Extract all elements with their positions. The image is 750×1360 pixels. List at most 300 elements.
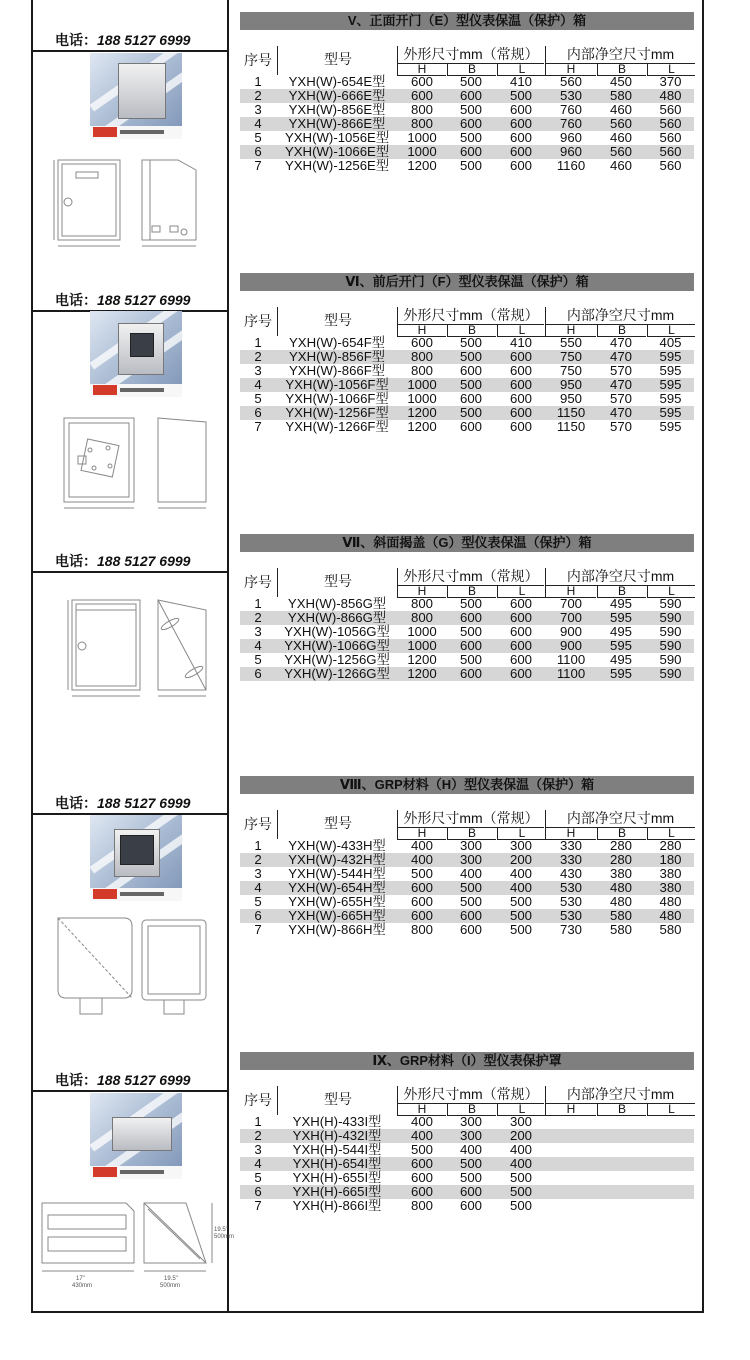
row-outer-b: 500 [459, 652, 482, 667]
header-inner-b: B [597, 63, 646, 76]
row-model: YXH(W)-654F型 [289, 335, 385, 350]
row-inner-l: 590 [659, 638, 682, 653]
brand-plate [90, 1166, 182, 1179]
row-model: YXH(H)-654I型 [292, 1156, 382, 1171]
header-no: 序号 [244, 1092, 272, 1108]
row-inner-l: 580 [659, 922, 682, 937]
table-row [240, 350, 694, 364]
row-outer-h: 800 [410, 349, 433, 364]
row-outer-h: 600 [410, 1156, 433, 1171]
phone-number: 188 5127 6999 [97, 1072, 191, 1088]
row-inner-b: 460 [609, 130, 632, 145]
header-outer-h: H [397, 63, 446, 76]
row-outer-b: 600 [459, 1198, 482, 1213]
row-outer-h: 1200 [407, 666, 437, 681]
row-no: 6 [254, 405, 262, 420]
row-inner-h: 530 [559, 908, 582, 923]
row-inner-h [547, 1129, 595, 1143]
row-model: YXH(W)-654H型 [288, 880, 386, 895]
row-model: YXH(W)-1256E型 [284, 158, 390, 173]
row-outer-l: 600 [509, 158, 532, 173]
header-inner-size: 内部净空尺寸mm [545, 810, 695, 828]
row-outer-h: 400 [410, 838, 433, 853]
row-outer-b: 500 [459, 405, 482, 420]
row-outer-b: 600 [459, 88, 482, 103]
row-outer-l: 500 [509, 1184, 532, 1199]
row-inner-l: 405 [659, 335, 682, 350]
row-inner-b: 580 [609, 88, 632, 103]
table-row [240, 1129, 694, 1143]
drawing-label: 430mm [72, 1283, 93, 1289]
row-inner-b: 380 [609, 866, 632, 881]
row-inner-l: 590 [659, 652, 682, 667]
row-model: YXH(W)-665H型 [288, 908, 386, 923]
row-inner-b: 480 [609, 880, 632, 895]
row-model: YXH(W)-866H型 [288, 922, 386, 937]
header-inner-h: H [545, 827, 596, 840]
row-inner-l: 280 [659, 838, 682, 853]
row-outer-h: 800 [410, 596, 433, 611]
row-inner-l: 560 [659, 130, 682, 145]
table-header-row [240, 568, 694, 590]
row-model: YXH(W)-1066G型 [284, 638, 390, 653]
row-inner-b: 595 [609, 610, 632, 625]
row-outer-b: 300 [459, 852, 482, 867]
row-outer-l: 600 [509, 596, 532, 611]
spec-table [240, 568, 694, 681]
header-inner-b: B [597, 827, 646, 840]
table-row [240, 597, 694, 611]
row-model: YXH(W)-856F型 [289, 349, 385, 364]
row-outer-l: 600 [509, 349, 532, 364]
row-inner-h: 900 [559, 624, 582, 639]
phone-label: 电话： [55, 553, 97, 569]
cabinet-window-icon [130, 333, 154, 357]
header-inner-b: B [597, 585, 646, 598]
row-no: 3 [254, 102, 262, 117]
row-outer-h: 800 [410, 1198, 433, 1213]
row-model: YXH(W)-1266G型 [284, 666, 390, 681]
row-no: 2 [254, 610, 262, 625]
row-inner-h: 700 [559, 610, 582, 625]
section-title: Ⅵ、前后开门（F）型仪表保温（保护）箱 [240, 273, 694, 291]
row-outer-b: 500 [459, 158, 482, 173]
row-model: YXH(H)-665I型 [292, 1184, 382, 1199]
row-inner-b [597, 1143, 645, 1157]
header-outer-b: B [447, 827, 496, 840]
row-outer-l: 500 [509, 88, 532, 103]
row-inner-b [597, 1171, 645, 1185]
row-inner-b: 470 [609, 349, 632, 364]
row-inner-h: 530 [559, 894, 582, 909]
row-model: YXH(W)-1056E型 [284, 130, 390, 145]
row-outer-l: 300 [509, 1114, 532, 1129]
row-inner-b [597, 1129, 645, 1143]
row-outer-h: 600 [410, 1170, 433, 1185]
row-inner-l: 595 [659, 377, 682, 392]
row-inner-h [547, 1171, 595, 1185]
row-outer-h: 600 [410, 74, 433, 89]
row-model: YXH(W)-433H型 [288, 838, 386, 853]
row-inner-b: 580 [609, 908, 632, 923]
row-inner-b [597, 1115, 645, 1129]
row-inner-h [547, 1185, 595, 1199]
table-row [240, 867, 694, 881]
header-model: 型号 [277, 307, 398, 336]
row-no: 5 [254, 391, 262, 406]
row-outer-b: 400 [459, 866, 482, 881]
row-no: 4 [254, 638, 262, 653]
row-outer-l: 600 [509, 666, 532, 681]
row-inner-h: 760 [559, 116, 582, 131]
row-inner-h: 700 [559, 596, 582, 611]
row-no: 2 [254, 349, 262, 364]
table-body [240, 597, 694, 681]
row-inner-b: 280 [609, 838, 632, 853]
row-outer-b: 600 [459, 908, 482, 923]
row-outer-h: 1000 [407, 144, 437, 159]
row-inner-h [547, 1115, 595, 1129]
row-outer-b: 500 [459, 894, 482, 909]
row-outer-b: 500 [459, 74, 482, 89]
table-header-row [240, 810, 694, 832]
row-inner-h: 900 [559, 638, 582, 653]
row-outer-b: 600 [459, 1184, 482, 1199]
spec-table [240, 46, 694, 173]
table-row [240, 667, 694, 681]
phone-line [33, 32, 227, 52]
row-inner-h: 960 [559, 144, 582, 159]
header-model: 型号 [277, 46, 398, 75]
brand-plate [90, 384, 182, 397]
row-outer-b: 500 [459, 349, 482, 364]
section-title: Ⅷ、GRP材料（H）型仪表保温（保护）箱 [240, 776, 694, 794]
row-inner-l: 480 [659, 894, 682, 909]
row-outer-b: 600 [459, 144, 482, 159]
row-no: 6 [254, 666, 262, 681]
table-body [240, 839, 694, 937]
row-outer-l: 600 [509, 130, 532, 145]
table-row [240, 1185, 694, 1199]
row-outer-b: 600 [459, 666, 482, 681]
row-inner-h: 1160 [556, 158, 586, 173]
header-outer-l: L [497, 585, 546, 598]
row-outer-l: 600 [509, 405, 532, 420]
row-outer-h: 1200 [407, 405, 437, 420]
spec-table [240, 307, 694, 434]
row-no: 4 [254, 377, 262, 392]
row-inner-h: 1100 [556, 666, 586, 681]
row-inner-b: 280 [609, 852, 632, 867]
table-row [240, 1171, 694, 1185]
section-title: V、正面开门（E）型仪表保温（保护）箱 [240, 12, 694, 30]
row-inner-l [647, 1199, 694, 1213]
table-row [240, 625, 694, 639]
phone-number: 188 5127 6999 [97, 292, 191, 308]
row-model: YXH(H)-866I型 [292, 1198, 382, 1213]
phone-label: 电话： [55, 32, 97, 48]
row-outer-b: 300 [459, 1128, 482, 1143]
row-outer-l: 500 [509, 1170, 532, 1185]
row-outer-h: 400 [410, 1128, 433, 1143]
row-outer-h: 1200 [407, 419, 437, 434]
row-model: YXH(W)-1256G型 [284, 652, 390, 667]
row-inner-l: 595 [659, 349, 682, 364]
header-no: 序号 [244, 574, 272, 590]
table-row [240, 392, 694, 406]
row-inner-l: 595 [659, 363, 682, 378]
row-inner-l: 560 [659, 102, 682, 117]
row-no: 6 [254, 144, 262, 159]
row-inner-h: 1100 [556, 652, 586, 667]
row-outer-b: 500 [459, 624, 482, 639]
header-outer-l: L [497, 63, 546, 76]
row-outer-l: 600 [509, 102, 532, 117]
header-outer-l: L [497, 1103, 546, 1116]
row-outer-b: 500 [459, 1170, 482, 1185]
row-inner-h: 1150 [556, 405, 586, 420]
brand-plate [90, 126, 182, 139]
row-outer-h: 600 [410, 908, 433, 923]
row-no: 7 [254, 419, 262, 434]
row-inner-b: 460 [609, 158, 632, 173]
row-no: 5 [254, 1170, 262, 1185]
row-inner-l [647, 1115, 694, 1129]
row-outer-h: 600 [410, 88, 433, 103]
header-outer-h: H [397, 827, 446, 840]
row-model: YXH(W)-1056F型 [285, 377, 389, 392]
phone-line [33, 553, 227, 573]
row-outer-h: 400 [410, 1114, 433, 1129]
section-title: Ⅸ、GRP材料（I）型仪表保护罩 [240, 1052, 694, 1070]
row-no: 1 [254, 838, 262, 853]
front-door-cabinet-drawing-icon [46, 152, 216, 257]
row-outer-h: 500 [410, 1142, 433, 1157]
phone-line [33, 1072, 227, 1092]
row-inner-b: 460 [609, 102, 632, 117]
row-inner-h: 550 [559, 335, 582, 350]
row-no: 1 [254, 74, 262, 89]
row-inner-b: 560 [609, 144, 632, 159]
row-outer-h: 600 [410, 894, 433, 909]
row-outer-l: 600 [509, 377, 532, 392]
section-title: Ⅶ、斜面揭盖（G）型仪表保温（保护）箱 [240, 534, 694, 552]
row-outer-b: 600 [459, 610, 482, 625]
product-photo [90, 815, 182, 901]
row-inner-h: 760 [559, 102, 582, 117]
row-no: 3 [254, 363, 262, 378]
header-inner-size: 内部净空尺寸mm [545, 307, 695, 325]
row-outer-b: 500 [459, 596, 482, 611]
header-outer-l: L [497, 827, 546, 840]
row-outer-h: 800 [410, 610, 433, 625]
row-inner-l: 560 [659, 144, 682, 159]
row-inner-l: 480 [659, 88, 682, 103]
table-header-row [240, 307, 694, 329]
table-row [240, 853, 694, 867]
header-no: 序号 [244, 52, 272, 68]
row-outer-h: 1000 [407, 624, 437, 639]
row-outer-b: 500 [459, 1156, 482, 1171]
row-inner-l [647, 1171, 694, 1185]
row-inner-b: 450 [609, 74, 632, 89]
header-inner-b: B [597, 1103, 646, 1116]
row-no: 2 [254, 88, 262, 103]
row-model: YXH(W)-866G型 [287, 610, 387, 625]
row-outer-b: 500 [459, 130, 482, 145]
row-outer-b: 500 [459, 377, 482, 392]
row-model: YXH(H)-655I型 [292, 1170, 382, 1185]
row-inner-b: 570 [609, 419, 632, 434]
row-inner-h: 530 [559, 880, 582, 895]
header-inner-h: H [545, 324, 596, 337]
row-no: 1 [254, 596, 262, 611]
row-outer-b: 600 [459, 363, 482, 378]
row-inner-l [647, 1143, 694, 1157]
row-outer-l: 410 [509, 335, 532, 350]
row-inner-b: 570 [609, 363, 632, 378]
row-inner-b [597, 1199, 645, 1213]
drawing-label: 19.5" [164, 1276, 178, 1282]
drawing-label: 500mm [214, 1234, 235, 1240]
row-inner-l: 595 [659, 405, 682, 420]
row-model: YXH(W)-866E型 [288, 116, 386, 131]
row-no: 6 [254, 1184, 262, 1199]
header-inner-size: 内部净空尺寸mm [545, 568, 695, 586]
row-inner-l: 480 [659, 908, 682, 923]
row-no: 2 [254, 1128, 262, 1143]
header-inner-size: 内部净空尺寸mm [545, 46, 695, 64]
row-inner-b: 595 [609, 638, 632, 653]
column-divider [227, 0, 229, 1313]
row-inner-l: 595 [659, 391, 682, 406]
technical-drawing [46, 912, 216, 1022]
row-no: 5 [254, 130, 262, 145]
header-inner-size: 内部净空尺寸mm [545, 1086, 695, 1104]
row-outer-b: 600 [459, 116, 482, 131]
row-no: 5 [254, 652, 262, 667]
header-outer-b: B [447, 585, 496, 598]
row-inner-l: 370 [659, 74, 682, 89]
row-model: YXH(H)-544I型 [292, 1142, 382, 1157]
header-inner-l: L [647, 324, 695, 337]
table-row [240, 653, 694, 667]
drawing-label: 500mm [160, 1283, 181, 1289]
row-outer-h: 800 [410, 116, 433, 131]
row-model: YXH(W)-856G型 [287, 596, 387, 611]
row-no: 7 [254, 158, 262, 173]
row-outer-h: 600 [410, 880, 433, 895]
row-outer-l: 400 [509, 866, 532, 881]
header-inner-b: B [597, 324, 646, 337]
table-row [240, 909, 694, 923]
header-model: 型号 [277, 810, 398, 839]
brand-plate [90, 888, 182, 901]
row-outer-l: 400 [509, 1156, 532, 1171]
row-outer-l: 300 [509, 838, 532, 853]
row-outer-b: 600 [459, 419, 482, 434]
phone-number: 188 5127 6999 [97, 795, 191, 811]
table-row [240, 923, 694, 937]
table-row [240, 378, 694, 392]
row-inner-l: 595 [659, 419, 682, 434]
row-inner-h: 530 [559, 88, 582, 103]
row-model: YXH(H)-432I型 [292, 1128, 382, 1143]
row-inner-l [647, 1157, 694, 1171]
row-inner-l: 560 [659, 116, 682, 131]
grp-cover-drawing-icon [36, 1193, 236, 1293]
row-outer-h: 600 [410, 1184, 433, 1199]
product-photo [90, 311, 182, 397]
row-inner-l: 180 [659, 852, 682, 867]
table-row [240, 639, 694, 653]
row-outer-b: 300 [459, 838, 482, 853]
row-no: 4 [254, 880, 262, 895]
cabinet-icon [118, 63, 166, 119]
row-outer-l: 600 [509, 144, 532, 159]
row-outer-l: 500 [509, 894, 532, 909]
table-row [240, 364, 694, 378]
product-photo [90, 53, 182, 139]
row-inner-h: 330 [559, 838, 582, 853]
row-outer-l: 600 [509, 610, 532, 625]
row-outer-l: 500 [509, 922, 532, 937]
row-no: 2 [254, 852, 262, 867]
row-model: YXH(H)-433I型 [292, 1114, 382, 1129]
phone-number: 188 5127 6999 [97, 553, 191, 569]
row-outer-l: 500 [509, 1198, 532, 1213]
table-row [240, 611, 694, 625]
row-outer-b: 600 [459, 922, 482, 937]
spec-table [240, 810, 694, 937]
row-outer-l: 600 [509, 624, 532, 639]
row-inner-b: 560 [609, 116, 632, 131]
row-outer-l: 600 [509, 419, 532, 434]
row-no: 5 [254, 894, 262, 909]
row-no: 3 [254, 624, 262, 639]
header-no: 序号 [244, 313, 272, 329]
row-outer-l: 400 [509, 880, 532, 895]
table-row [240, 75, 694, 89]
row-inner-h: 950 [559, 391, 582, 406]
row-inner-l: 590 [659, 624, 682, 639]
row-outer-h: 1200 [407, 652, 437, 667]
table-row [240, 406, 694, 420]
row-inner-b: 495 [609, 652, 632, 667]
row-inner-l [647, 1129, 694, 1143]
table-row [240, 1115, 694, 1129]
front-rear-door-cabinet-drawing-icon [46, 412, 216, 512]
row-inner-h: 960 [559, 130, 582, 145]
table-body [240, 1115, 694, 1213]
phone-label: 电话： [55, 292, 97, 308]
row-no: 4 [254, 116, 262, 131]
row-inner-h: 430 [559, 866, 582, 881]
table-row [240, 1143, 694, 1157]
row-outer-h: 800 [410, 363, 433, 378]
table-row [240, 420, 694, 434]
header-outer-l: L [497, 324, 546, 337]
row-outer-b: 500 [459, 102, 482, 117]
row-model: YXH(W)-866F型 [289, 363, 385, 378]
table-row [240, 131, 694, 145]
row-inner-b: 580 [609, 922, 632, 937]
header-outer-size: 外形尺寸mm（常规） [397, 568, 544, 586]
row-outer-h: 1200 [407, 158, 437, 173]
row-inner-h: 560 [559, 74, 582, 89]
row-outer-l: 400 [509, 1142, 532, 1157]
row-model: YXH(W)-1066E型 [284, 144, 390, 159]
